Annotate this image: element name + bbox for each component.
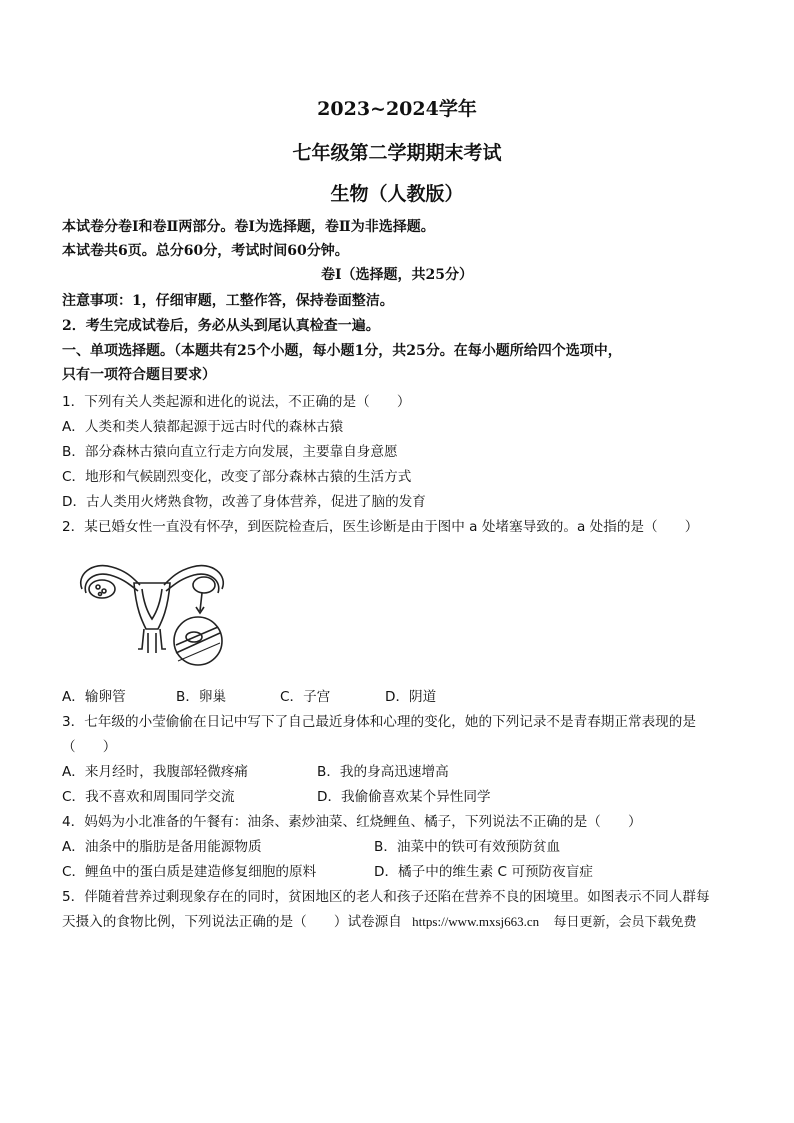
question-1-option-b: B．部分森林古猿向直立行走方向发展，主要靠自身意愿 (62, 444, 398, 460)
intro-line-1: 本试卷分卷Ⅰ和卷Ⅱ两部分。卷Ⅰ为选择题，卷Ⅱ为非选择题。 (62, 219, 435, 235)
question-5-stem-line-2 (62, 910, 697, 930)
exam-year-title: 2023~2024学年 (317, 98, 477, 120)
exam-name-title: 七年级第二学期期末考试 (292, 142, 502, 164)
question-3-stem-line-1: 3．七年级的小莹偷偷在日记中写下了自己最近身体和心理的变化，她的下列记录不是青春期正常表现的是 (62, 714, 696, 730)
question-3-option-d: D．我偷偷喜欢某个异性同学 (317, 789, 491, 805)
question-5-stem-text: 天摄入的食物比例，下列说法正确的是（ ）试卷源自 (62, 914, 402, 930)
source-note: 每日更新，会员下载免费 (553, 915, 697, 930)
section-title: 卷Ⅰ（选择题，共25分） (320, 267, 474, 283)
question-1-option-a: A．人类和类人猿都起源于远古时代的森林古猿 (62, 419, 344, 435)
question-2-option-d: D．阴道 (385, 689, 437, 705)
part-title-line-1: 一、单项选择题。（本题共有25个小题，每小题1分，共25分。在每小题所给四个选项中， (62, 343, 622, 359)
question-3-option-b: B．我的身高迅速增高 (317, 764, 449, 780)
question-3-option-c: C．我不喜欢和周围同学交流 (62, 789, 235, 805)
question-4-option-a: A．油条中的脂肪是备用能源物质 (62, 839, 262, 855)
source-link[interactable]: https://www.mxsj663.cn (412, 914, 540, 929)
question-4-option-b: B．油菜中的铁可有效预防贫血 (374, 839, 561, 855)
question-1-stem: 1．下列有关人类起源和进化的说法，不正确的是（ ） (62, 394, 411, 410)
intro-line-2: 本试卷共6页。总分60分，考试时间60分钟。 (62, 243, 349, 259)
notice-line-1: 注意事项：1，仔细审题，工整作答，保持卷面整洁。 (62, 293, 394, 309)
question-4-stem: 4．妈妈为小北准备的午餐有：油条、素炒油菜、红烧鲤鱼、橘子，下列说法不正确的是（ ） (62, 814, 642, 830)
part-title-line-2: 只有一项符合题目要求） (62, 367, 216, 383)
question-2-stem: 2．某已婚女性一直没有怀孕，到医院检查后，医生诊断是由于图中 a 处堵塞导致的。a 处指的是（ ） (62, 519, 699, 535)
question-3-option-a: A．来月经时，我腹部轻微疼痛 (62, 764, 249, 780)
question-5-stem-line-1: 5．伴随着营养过剩现象存在的同时，贫困地区的老人和孩子还陷在营养不良的困境里。如图表示不同人群每 (62, 889, 710, 905)
question-4-option-c: C．鲤鱼中的蛋白质是建造修复细胞的原料 (62, 864, 317, 880)
notice-line-2: 2．考生完成试卷后，务必从头到尾认真检查一遍。 (62, 318, 380, 334)
question-2-option-a: A．输卵管 (62, 689, 126, 705)
question-1-option-c: C．地形和气候剧烈变化，改变了部分森林古猿的生活方式 (62, 469, 412, 485)
female-reproductive-system-diagram-icon (72, 549, 232, 671)
question-4-option-d: D．橘子中的维生素 C 可预防夜盲症 (374, 864, 593, 880)
question-1-option-d: D．古人类用火烤熟食物，改善了身体营养，促进了脑的发育 (62, 494, 426, 510)
subject-title: 生物（人教版） (330, 183, 464, 205)
question-3-stem-line-2: （ ） (62, 739, 117, 755)
question-2-option-c: C．子宫 (280, 689, 331, 705)
question-2-option-b: B．卵巢 (176, 689, 227, 705)
